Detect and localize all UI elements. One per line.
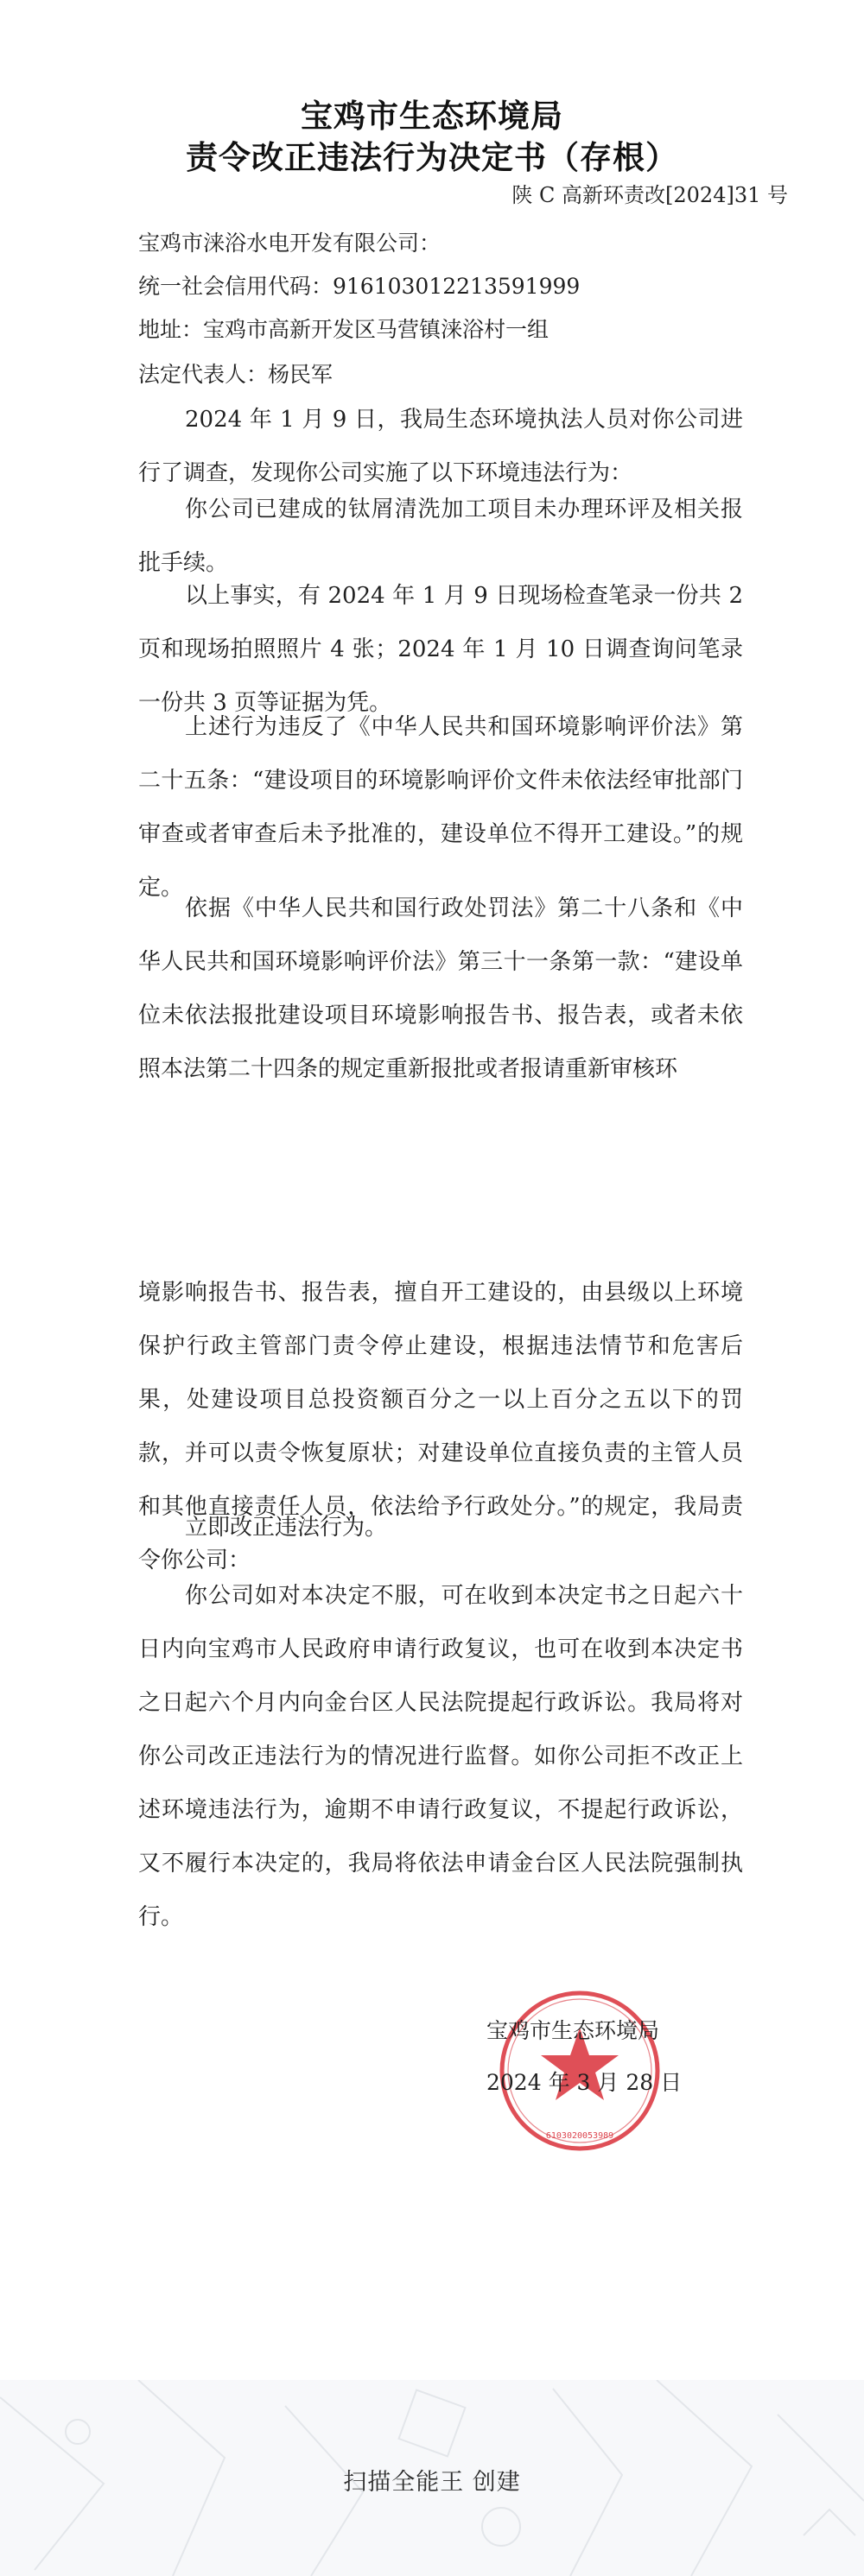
page-title: 责令改正违法行为决定书（存根） — [186, 139, 678, 176]
paragraph-penalty-basis: 依据《中华人民共和国行政处罚法》第二十八条和《中华人民共和国环境影响评价法》第三十一条第一款：“建设单位未依法报批建设项目环境影响报告书、报告表，或者未依照本法第二十四条的规定重新报批或者报请重新审核环 — [138, 896, 743, 1082]
party-address: 地址：宝鸡市高新开发区马营镇涞浴村一组 — [138, 317, 550, 342]
signature-agency: 宝鸡市生态环境局 — [486, 2018, 660, 2043]
party-company: 宝鸡市涞浴水电开发有限公司： — [138, 231, 442, 256]
scanner-footer — [0, 2380, 864, 2576]
paragraph-investigation: 2024 年 1 月 9 日，我局生态环境执法人员对你公司进行了调查，发现你公司实施了以下环境违法行为： — [138, 407, 743, 486]
document-number: 陕 C 高新环责改[2024]31 号 — [511, 183, 788, 207]
page-title-agency: 宝鸡市生态环境局 — [301, 98, 563, 135]
paragraph-legal-basis: 上述行为违反了《中华人民共和国环境影响评价法》第二十五条：“建设项目的环境影响评价文件未依法经审批部门审查或者审查后未予批准的，建设单位不得开工建设。”的规定。 — [138, 714, 743, 901]
paragraph-order: 立即改正违法行为。 — [185, 1515, 388, 1541]
party-credit-code: 统一社会信用代码：916103012213591999 — [138, 274, 581, 299]
signature-date: 2024 年 3 月 28 日 — [486, 2070, 683, 2095]
footer-watermark-text: 扫描全能王 创建 — [343, 2469, 521, 2496]
paragraph-violation: 你公司已建成的钛屑清洗加工项目未办理环评及相关报批手续。 — [138, 497, 743, 576]
paragraph-evidence: 以上事实，有 2024 年 1 月 9 日现场检查笔录一份共 2 页和现场拍照照片 4 张；2024 年 1 月 10 日调查询问笔录一份共 3 页等证据为凭。 — [138, 583, 743, 716]
seal-number: 6103020053989 — [545, 2131, 614, 2141]
paragraph-penalty-basis-continued: 境影响报告书、报告表，擅自开工建设的，由县级以上环境保护行政主管部门责令停止建设，根据违法情节和危害后果，处建设项目总投资额百分之一以上百分之五以下的罚款，并可以责令恢复原状；对建设单位直接负责的主管人员和其他直接责任人员，依法给予行政处分。”的规定，我局责令你公司： — [138, 1280, 743, 1573]
party-legal-representative: 法定代表人：杨民军 — [138, 362, 334, 387]
paragraph-remedies: 你公司如对本决定不服，可在收到本决定书之日起六十日内向宝鸡市人民政府申请行政复议，也可在收到本决定书之日起六个月内向金台区人民法院提起行政诉讼。我局将对你公司改正违法行为的情况进行监督。如你公司拒不改正上述环境违法行为，逾期不申请行政复议，不提起行政诉讼，又不履行本决定的，我局将依法申请金台区人民法院强制执行。 — [138, 1583, 743, 1930]
